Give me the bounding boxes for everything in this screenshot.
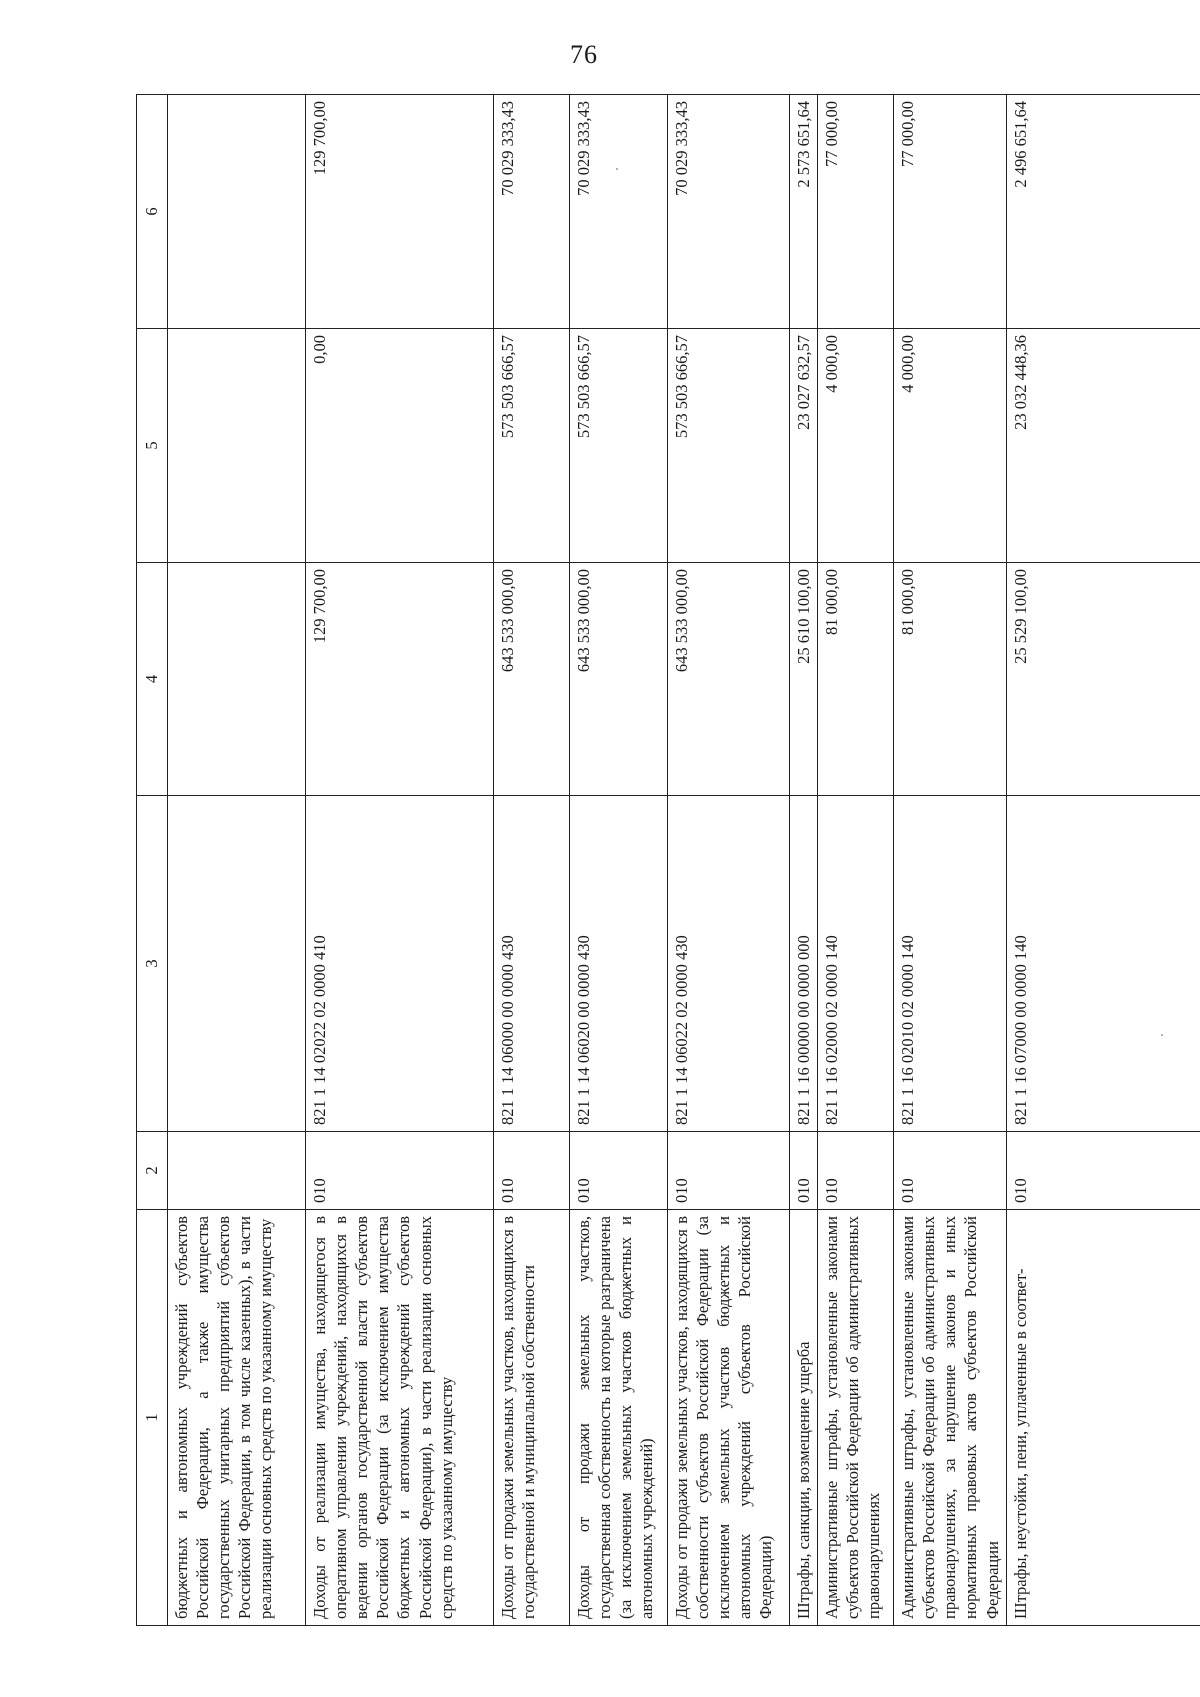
row-budget-code: 821 1 16 02000 02 0000 140 — [818, 795, 894, 1131]
row-unexecuted: 2 573 651,64 — [790, 94, 818, 328]
row-indicator-code: 010 — [818, 1131, 894, 1209]
row-executed: 0,00 — [306, 328, 494, 562]
row-budget-code: 821 1 16 02010 02 0000 140 — [894, 795, 1007, 1131]
table-row — [668, 94, 790, 1625]
row-executed: 23 032 448,36 — [1006, 328, 1200, 562]
row-budget-code: 821 1 14 06020 00 0000 430 — [570, 795, 668, 1131]
row-executed: 23 027 632,57 — [790, 328, 818, 562]
row-name: Доходы от продажи земельных участков, находящихся в государственной и муниципальной собственности — [494, 1209, 570, 1625]
row-unexecuted: 2 496 651,64 — [1006, 94, 1200, 328]
row-unexecuted: 77 000,00 — [894, 94, 1007, 328]
scan-speck — [1161, 1034, 1163, 1036]
row-budget-code: 821 1 14 06022 02 0000 430 — [668, 795, 790, 1131]
row-budget-code — [168, 795, 306, 1131]
budget-execution-table — [136, 94, 1200, 1626]
row-approved: 643 533 000,00 — [668, 562, 790, 795]
row-name: Доходы от продажи земельных участков, находящихся в собственности субъектов Российской Федерации (за исключением земельных участков бюджетных и автономных учреждений субъектов Российской Федерации) — [668, 1209, 790, 1625]
row-name: Доходы от реализации имущества, находящегося в оперативном управлении учреждений, находящихся в ведении органов государственной власти субъектов Российской Федерации (за исключением имущества бюджетных и автономных учреждений субъектов Российской Федерации), в части реализации основных средств по указанному имуществу — [306, 1209, 494, 1625]
row-name: Штрафы, санкции, возмещение ущерба — [790, 1209, 818, 1625]
table-row — [494, 94, 570, 1625]
row-executed: 573 503 666,57 — [494, 328, 570, 562]
row-approved: 129 700,00 — [306, 562, 494, 795]
row-approved: 643 533 000,00 — [570, 562, 668, 795]
row-executed: 573 503 666,57 — [668, 328, 790, 562]
row-unexecuted: 77 000,00 — [818, 94, 894, 328]
col-header-2: 2 — [137, 1131, 168, 1209]
table-row — [570, 94, 668, 1625]
row-indicator-code: 010 — [306, 1131, 494, 1209]
row-executed — [168, 328, 306, 562]
row-unexecuted: 70 029 333,43 — [570, 94, 668, 328]
row-name: Административные штрафы, установленные законами субъектов Российской Федерации об административных правонарушениях — [818, 1209, 894, 1625]
row-unexecuted: 70 029 333,43 — [494, 94, 570, 328]
row-budget-code: 821 1 16 07000 00 0000 140 — [1006, 795, 1200, 1131]
row-budget-code: 821 1 16 00000 00 0000 000 — [790, 795, 818, 1131]
col-header-3: 3 — [137, 795, 168, 1131]
table-row — [894, 94, 1007, 1625]
table-row — [818, 94, 894, 1625]
row-name: бюджетных и автономных учреждений субъектов Российской Федерации, а также имущества государственных унитарных предприятий субъектов Российской Федерации, в том числе казенных), в части реализации основных средств по указанному имуществу — [168, 1209, 306, 1625]
scan-speck — [616, 168, 618, 170]
row-approved: 643 533 000,00 — [494, 562, 570, 795]
col-header-6: 6 — [137, 94, 168, 328]
row-approved — [168, 562, 306, 795]
rotated-table-frame — [136, 95, 1200, 1626]
row-approved: 25 529 100,00 — [1006, 562, 1200, 795]
row-name: Доходы от продажи земельных участков, государственная собственность на которые разграничена (за исключением земельных участков бюджетных и автономных учреждений) — [570, 1209, 668, 1625]
row-executed: 4 000,00 — [818, 328, 894, 562]
row-unexecuted — [168, 94, 306, 328]
row-indicator-code — [168, 1131, 306, 1209]
row-indicator-code: 010 — [894, 1131, 1007, 1209]
row-executed: 573 503 666,57 — [570, 328, 668, 562]
row-unexecuted: 70 029 333,43 — [668, 94, 790, 328]
row-approved: 81 000,00 — [894, 562, 1007, 795]
row-name: Административные штрафы, установленные законами субъектов Российской Федерации об административных правонарушениях, за нарушение законов и иных нормативных правовых актов субъектов Российской Федерации — [894, 1209, 1007, 1625]
table-row — [790, 94, 818, 1625]
row-executed: 4 000,00 — [894, 328, 1007, 562]
page-number: 76 — [570, 40, 598, 69]
row-approved: 25 610 100,00 — [790, 562, 818, 795]
row-name: Штрафы, неустойки, пени, уплаченные в соответ- — [1006, 1209, 1200, 1625]
row-unexecuted: 129 700,00 — [306, 94, 494, 328]
row-budget-code: 821 1 14 06000 00 0000 430 — [494, 795, 570, 1131]
row-indicator-code: 010 — [570, 1131, 668, 1209]
table-row — [306, 94, 494, 1625]
col-header-5: 5 — [137, 328, 168, 562]
table-header-row — [137, 94, 168, 1625]
col-header-1: 1 — [137, 1209, 168, 1625]
col-header-4: 4 — [137, 562, 168, 795]
row-approved: 81 000,00 — [818, 562, 894, 795]
table-row — [168, 94, 306, 1625]
row-indicator-code: 010 — [790, 1131, 818, 1209]
row-indicator-code: 010 — [1006, 1131, 1200, 1209]
row-indicator-code: 010 — [668, 1131, 790, 1209]
row-budget-code: 821 1 14 02022 02 0000 410 — [306, 795, 494, 1131]
table-row — [1006, 94, 1200, 1625]
row-indicator-code: 010 — [494, 1131, 570, 1209]
